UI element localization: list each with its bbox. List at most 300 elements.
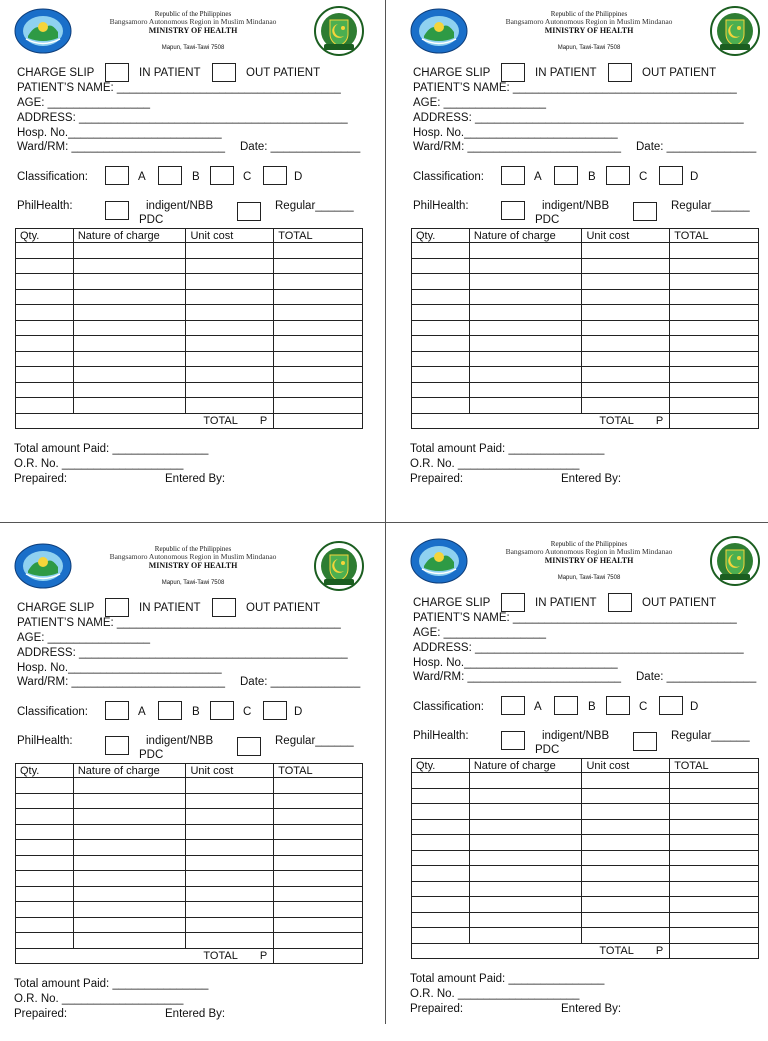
unit-cost-cell[interactable] xyxy=(582,788,670,804)
class-b-checkbox[interactable] xyxy=(158,166,182,185)
or-no-field[interactable]: O.R. No. ___________________ xyxy=(410,988,580,1000)
slip-header xyxy=(410,536,768,586)
out-patient-checkbox[interactable] xyxy=(212,63,236,82)
nature-cell[interactable] xyxy=(73,824,186,840)
header-text-block xyxy=(74,545,312,587)
qty-cell[interactable] xyxy=(412,382,470,398)
entered-by-label: Entered By: xyxy=(561,1003,622,1015)
qty-cell[interactable] xyxy=(412,835,470,851)
total-cell[interactable] xyxy=(274,793,363,809)
nature-cell[interactable] xyxy=(469,819,582,835)
unit-cost-cell[interactable] xyxy=(582,773,670,789)
regular-checkbox[interactable] xyxy=(633,732,657,751)
total-header: TOTAL xyxy=(670,759,759,773)
total-cell[interactable] xyxy=(670,320,759,336)
total-cell[interactable] xyxy=(670,351,759,367)
nature-cell[interactable] xyxy=(73,809,186,825)
ministry-line: MINISTRY OF HEALTH xyxy=(544,26,634,35)
address-field[interactable]: ADDRESS: __________________________________________ xyxy=(17,112,348,124)
qty-cell[interactable] xyxy=(412,804,470,820)
nature-cell[interactable] xyxy=(73,933,186,949)
qty-cell[interactable] xyxy=(412,243,470,259)
nature-cell[interactable] xyxy=(469,866,582,882)
indigent-checkbox[interactable] xyxy=(105,201,129,220)
unit-cost-cell[interactable] xyxy=(582,835,670,851)
indigent-label: indigent/NBB xyxy=(146,735,214,747)
total-cell[interactable] xyxy=(274,336,363,352)
table-row xyxy=(16,382,363,398)
indigent-checkbox[interactable] xyxy=(501,201,525,220)
total-cell[interactable] xyxy=(670,928,759,944)
class-a-checkbox[interactable] xyxy=(501,696,525,715)
qty-cell[interactable] xyxy=(16,824,74,840)
class-c-checkbox[interactable] xyxy=(606,696,630,715)
class-d-checkbox[interactable] xyxy=(659,696,683,715)
regular-checkbox[interactable] xyxy=(237,202,261,221)
date-field[interactable]: Date: ______________ xyxy=(240,676,361,688)
grand-total-cell[interactable] xyxy=(670,413,759,429)
entered-by-label: Entered By: xyxy=(165,1008,226,1020)
total-cell[interactable] xyxy=(274,367,363,383)
or-no-field[interactable]: O.R. No. ___________________ xyxy=(14,458,184,470)
nature-cell[interactable] xyxy=(469,274,582,290)
location-line: Mapun, Tawi-Tawi 7508 xyxy=(161,45,225,51)
qty-header: Qty. xyxy=(412,229,470,243)
qty-cell[interactable] xyxy=(412,398,470,414)
total-cell[interactable] xyxy=(670,866,759,882)
class-b-checkbox[interactable] xyxy=(554,696,578,715)
in-patient-checkbox[interactable] xyxy=(105,63,129,82)
unit-cost-cell[interactable] xyxy=(582,897,670,913)
unit-cost-header: Unit cost xyxy=(186,764,274,778)
nature-cell[interactable] xyxy=(73,258,186,274)
charge-table xyxy=(15,228,363,429)
age-field[interactable]: AGE: ________________ xyxy=(17,97,151,109)
charge-slip-label: CHARGE SLIP xyxy=(413,67,491,79)
unit-cost-cell[interactable] xyxy=(582,367,670,383)
qty-cell[interactable] xyxy=(412,351,470,367)
qty-cell[interactable] xyxy=(412,912,470,928)
unit-cost-cell[interactable] xyxy=(186,824,274,840)
class-c-checkbox[interactable] xyxy=(210,701,234,720)
total-cell[interactable] xyxy=(274,917,363,933)
region-line: Bangsamoro Autonomous Region in Muslim Mindanao xyxy=(109,17,277,26)
ward-field[interactable]: Ward/RM: ________________________ xyxy=(413,671,622,683)
qty-cell[interactable] xyxy=(16,243,74,259)
qty-cell[interactable] xyxy=(16,778,74,794)
charge-table xyxy=(411,758,759,959)
nature-cell[interactable] xyxy=(73,243,186,259)
total-cell[interactable] xyxy=(670,912,759,928)
nature-cell[interactable] xyxy=(469,258,582,274)
nature-cell[interactable] xyxy=(469,367,582,383)
total-cell[interactable] xyxy=(274,398,363,414)
table-row xyxy=(412,819,759,835)
table-row xyxy=(412,835,759,851)
qty-cell[interactable] xyxy=(412,367,470,383)
nature-cell[interactable] xyxy=(73,320,186,336)
qty-cell[interactable] xyxy=(412,866,470,882)
total-cell[interactable] xyxy=(670,382,759,398)
qty-cell[interactable] xyxy=(16,840,74,856)
unit-cost-cell[interactable] xyxy=(582,382,670,398)
table-row xyxy=(16,886,363,902)
total-cell[interactable] xyxy=(670,398,759,414)
table-row xyxy=(16,398,363,414)
qty-cell[interactable] xyxy=(412,305,470,321)
total-cell[interactable] xyxy=(274,382,363,398)
nature-cell[interactable] xyxy=(73,274,186,290)
qty-cell[interactable] xyxy=(16,274,74,290)
nature-cell[interactable] xyxy=(73,305,186,321)
hosp-no-field[interactable]: Hosp. No.________________________ xyxy=(413,657,618,669)
unit-cost-cell[interactable] xyxy=(186,382,274,398)
unit-cost-cell[interactable] xyxy=(186,793,274,809)
nature-cell[interactable] xyxy=(73,871,186,887)
total-paid-field[interactable]: Total amount Paid: _______________ xyxy=(14,443,209,455)
address-field[interactable]: ADDRESS: __________________________________________ xyxy=(413,112,744,124)
ministry-seal-icon xyxy=(314,541,364,591)
unit-cost-cell[interactable] xyxy=(582,351,670,367)
nature-cell[interactable] xyxy=(73,902,186,918)
location-line: Mapun, Tawi-Tawi 7508 xyxy=(557,575,621,581)
total-cell[interactable] xyxy=(670,336,759,352)
qty-cell[interactable] xyxy=(412,773,470,789)
location-line: Mapun, Tawi-Tawi 7508 xyxy=(557,45,621,51)
total-paid-field[interactable]: Total amount Paid: _______________ xyxy=(410,973,605,985)
unit-cost-cell[interactable] xyxy=(186,840,274,856)
slip-header xyxy=(14,6,382,56)
table-row xyxy=(412,258,759,274)
indigent-checkbox[interactable] xyxy=(501,731,525,750)
qty-cell[interactable] xyxy=(16,351,74,367)
table-row xyxy=(412,274,759,290)
out-patient-checkbox[interactable] xyxy=(212,598,236,617)
class-a-checkbox[interactable] xyxy=(105,701,129,720)
nature-cell[interactable] xyxy=(73,917,186,933)
total-cell[interactable] xyxy=(670,243,759,259)
grand-total-cell[interactable] xyxy=(274,948,363,964)
class-d-checkbox[interactable] xyxy=(263,166,287,185)
total-cell[interactable] xyxy=(274,809,363,825)
class-b-checkbox[interactable] xyxy=(554,166,578,185)
nature-cell[interactable] xyxy=(73,382,186,398)
total-cell[interactable] xyxy=(274,902,363,918)
qty-cell[interactable] xyxy=(16,367,74,383)
class-c-checkbox[interactable] xyxy=(210,166,234,185)
qty-cell[interactable] xyxy=(412,788,470,804)
qty-cell[interactable] xyxy=(412,881,470,897)
qty-cell[interactable] xyxy=(16,933,74,949)
qty-cell[interactable] xyxy=(16,917,74,933)
table-row xyxy=(412,382,759,398)
total-cell[interactable] xyxy=(274,243,363,259)
nature-cell[interactable] xyxy=(469,351,582,367)
table-row xyxy=(412,367,759,383)
in-patient-label: IN PATIENT xyxy=(535,67,597,79)
qty-cell[interactable] xyxy=(412,819,470,835)
nature-cell[interactable] xyxy=(73,398,186,414)
unit-cost-cell[interactable] xyxy=(582,336,670,352)
nature-cell[interactable] xyxy=(469,398,582,414)
republic-line: Republic of the Philippines xyxy=(550,540,628,548)
nature-cell[interactable] xyxy=(73,840,186,856)
unit-cost-cell[interactable] xyxy=(582,819,670,835)
qty-cell[interactable] xyxy=(16,871,74,887)
total-cell[interactable] xyxy=(274,871,363,887)
total-cell[interactable] xyxy=(274,258,363,274)
nature-cell[interactable] xyxy=(469,320,582,336)
hosp-no-field[interactable]: Hosp. No.________________________ xyxy=(413,127,618,139)
qty-cell[interactable] xyxy=(16,289,74,305)
date-field[interactable]: Date: ______________ xyxy=(240,141,361,153)
total-cell[interactable] xyxy=(670,897,759,913)
ward-field[interactable]: Ward/RM: ________________________ xyxy=(17,141,226,153)
nature-cell[interactable] xyxy=(73,367,186,383)
class-b-label: B xyxy=(192,706,200,718)
total-paid-field[interactable]: Total amount Paid: _______________ xyxy=(14,978,209,990)
class-a-checkbox[interactable] xyxy=(105,166,129,185)
total-cell[interactable] xyxy=(274,933,363,949)
total-cell[interactable] xyxy=(274,351,363,367)
or-no-field[interactable]: O.R. No. ___________________ xyxy=(14,993,184,1005)
total-cell[interactable] xyxy=(670,788,759,804)
total-cell[interactable] xyxy=(670,305,759,321)
unit-cost-cell[interactable] xyxy=(582,912,670,928)
grand-total-cell[interactable] xyxy=(670,943,759,959)
unit-cost-cell[interactable] xyxy=(582,850,670,866)
unit-cost-cell[interactable] xyxy=(186,367,274,383)
class-c-checkbox[interactable] xyxy=(606,166,630,185)
total-cell[interactable] xyxy=(670,773,759,789)
total-row xyxy=(412,943,759,959)
unit-cost-cell[interactable] xyxy=(186,320,274,336)
patient-name-field[interactable]: PATIENT’S NAME: ___________________________________ xyxy=(17,617,341,629)
unit-cost-cell[interactable] xyxy=(582,398,670,414)
class-d-checkbox[interactable] xyxy=(659,166,683,185)
unit-cost-cell[interactable] xyxy=(186,243,274,259)
qty-cell[interactable] xyxy=(412,928,470,944)
nature-cell[interactable] xyxy=(469,897,582,913)
class-d-checkbox[interactable] xyxy=(263,701,287,720)
total-cell[interactable] xyxy=(670,258,759,274)
class-b-checkbox[interactable] xyxy=(158,701,182,720)
nature-cell[interactable] xyxy=(469,788,582,804)
date-field[interactable]: Date: ______________ xyxy=(636,671,757,683)
nature-cell[interactable] xyxy=(469,804,582,820)
qty-cell[interactable] xyxy=(16,793,74,809)
nature-cell[interactable] xyxy=(469,773,582,789)
qty-cell[interactable] xyxy=(16,382,74,398)
patient-name-field[interactable]: PATIENT’S NAME: ___________________________________ xyxy=(413,82,737,94)
classification-label: Classification: xyxy=(413,701,484,713)
class-d-label: D xyxy=(294,171,303,183)
nature-header: Nature of charge xyxy=(73,764,186,778)
unit-cost-cell[interactable] xyxy=(186,336,274,352)
regular-checkbox[interactable] xyxy=(237,737,261,756)
unit-cost-cell[interactable] xyxy=(582,305,670,321)
age-field[interactable]: AGE: ________________ xyxy=(413,627,547,639)
unit-cost-cell[interactable] xyxy=(186,871,274,887)
in-patient-checkbox[interactable] xyxy=(501,593,525,612)
nature-cell[interactable] xyxy=(469,912,582,928)
in-patient-checkbox[interactable] xyxy=(105,598,129,617)
patient-name-field[interactable]: PATIENT’S NAME: ___________________________________ xyxy=(17,82,341,94)
qty-cell[interactable] xyxy=(16,305,74,321)
qty-cell[interactable] xyxy=(16,902,74,918)
unit-cost-cell[interactable] xyxy=(186,902,274,918)
total-cell[interactable] xyxy=(274,778,363,794)
qty-cell[interactable] xyxy=(412,258,470,274)
nature-cell[interactable] xyxy=(469,305,582,321)
unit-cost-cell[interactable] xyxy=(186,855,274,871)
qty-cell[interactable] xyxy=(412,850,470,866)
qty-cell[interactable] xyxy=(412,289,470,305)
in-patient-checkbox[interactable] xyxy=(501,63,525,82)
total-cell[interactable] xyxy=(670,835,759,851)
total-cell[interactable] xyxy=(670,881,759,897)
address-field[interactable]: ADDRESS: __________________________________________ xyxy=(413,642,744,654)
total-row xyxy=(16,413,363,429)
qty-cell[interactable] xyxy=(16,398,74,414)
nature-cell[interactable] xyxy=(469,928,582,944)
age-field[interactable]: AGE: ________________ xyxy=(17,632,151,644)
qty-cell[interactable] xyxy=(16,336,74,352)
unit-cost-cell[interactable] xyxy=(582,320,670,336)
unit-cost-cell[interactable] xyxy=(582,258,670,274)
total-cell[interactable] xyxy=(274,289,363,305)
unit-cost-cell[interactable] xyxy=(582,804,670,820)
class-a-label: A xyxy=(534,701,542,713)
class-a-checkbox[interactable] xyxy=(501,166,525,185)
regular-checkbox[interactable] xyxy=(633,202,657,221)
unit-cost-cell[interactable] xyxy=(582,881,670,897)
nature-cell[interactable] xyxy=(469,382,582,398)
qty-cell[interactable] xyxy=(412,336,470,352)
unit-cost-cell[interactable] xyxy=(186,305,274,321)
region-line: Bangsamoro Autonomous Region in Muslim Mindanao xyxy=(505,547,673,556)
nature-cell[interactable] xyxy=(73,351,186,367)
age-field[interactable]: AGE: ________________ xyxy=(413,97,547,109)
total-cell[interactable] xyxy=(274,855,363,871)
unit-cost-cell[interactable] xyxy=(186,289,274,305)
total-cell[interactable] xyxy=(670,804,759,820)
qty-cell[interactable] xyxy=(16,258,74,274)
qty-cell[interactable] xyxy=(16,809,74,825)
charge-slip-label: CHARGE SLIP xyxy=(413,597,491,609)
unit-cost-cell[interactable] xyxy=(186,351,274,367)
total-cell[interactable] xyxy=(670,819,759,835)
qty-cell[interactable] xyxy=(412,274,470,290)
total-cell[interactable] xyxy=(274,274,363,290)
nature-header: Nature of charge xyxy=(73,229,186,243)
nature-cell[interactable] xyxy=(469,850,582,866)
nature-cell[interactable] xyxy=(469,881,582,897)
nature-cell[interactable] xyxy=(73,793,186,809)
hosp-no-field[interactable]: Hosp. No.________________________ xyxy=(17,662,222,674)
qty-cell[interactable] xyxy=(16,320,74,336)
entered-by-label: Entered By: xyxy=(561,473,622,485)
total-cell[interactable] xyxy=(670,274,759,290)
nature-cell[interactable] xyxy=(469,835,582,851)
total-label-cell xyxy=(16,948,274,964)
table-row xyxy=(16,289,363,305)
qty-cell[interactable] xyxy=(16,855,74,871)
qty-cell[interactable] xyxy=(412,897,470,913)
table-row xyxy=(16,274,363,290)
table-row xyxy=(412,804,759,820)
unit-cost-cell[interactable] xyxy=(186,933,274,949)
table-row xyxy=(412,398,759,414)
ministry-line: MINISTRY OF HEALTH xyxy=(544,556,634,565)
out-patient-checkbox[interactable] xyxy=(608,63,632,82)
class-c-label: C xyxy=(243,706,252,718)
table-row xyxy=(412,928,759,944)
unit-cost-cell[interactable] xyxy=(582,289,670,305)
unit-cost-cell[interactable] xyxy=(582,274,670,290)
nature-cell[interactable] xyxy=(469,336,582,352)
out-patient-label: OUT PATIENT xyxy=(642,597,717,609)
table-row xyxy=(16,871,363,887)
date-field[interactable]: Date: ______________ xyxy=(636,141,757,153)
unit-cost-cell[interactable] xyxy=(186,258,274,274)
grand-total-cell[interactable] xyxy=(274,413,363,429)
indigent-checkbox[interactable] xyxy=(105,736,129,755)
unit-cost-cell[interactable] xyxy=(582,866,670,882)
nature-cell[interactable] xyxy=(73,289,186,305)
qty-cell[interactable] xyxy=(412,320,470,336)
nature-cell[interactable] xyxy=(469,289,582,305)
nature-cell[interactable] xyxy=(73,778,186,794)
nature-cell[interactable] xyxy=(73,336,186,352)
unit-cost-cell[interactable] xyxy=(186,274,274,290)
unit-cost-cell[interactable] xyxy=(186,778,274,794)
total-cell[interactable] xyxy=(274,840,363,856)
hosp-no-field[interactable]: Hosp. No.________________________ xyxy=(17,127,222,139)
unit-cost-header: Unit cost xyxy=(582,759,670,773)
class-a-label: A xyxy=(138,171,146,183)
patient-name-field[interactable]: PATIENT’S NAME: ___________________________________ xyxy=(413,612,737,624)
unit-cost-cell[interactable] xyxy=(186,886,274,902)
unit-cost-cell[interactable] xyxy=(582,928,670,944)
total-cell[interactable] xyxy=(274,824,363,840)
total-cell[interactable] xyxy=(670,289,759,305)
total-paid-field[interactable]: Total amount Paid: _______________ xyxy=(410,443,605,455)
total-cell[interactable] xyxy=(274,305,363,321)
charge-slip-label: CHARGE SLIP xyxy=(17,602,95,614)
nature-cell[interactable] xyxy=(73,886,186,902)
ward-field[interactable]: Ward/RM: ________________________ xyxy=(413,141,622,153)
total-cell[interactable] xyxy=(274,320,363,336)
unit-cost-cell[interactable] xyxy=(186,398,274,414)
out-patient-checkbox[interactable] xyxy=(608,593,632,612)
unit-cost-cell[interactable] xyxy=(186,809,274,825)
pdc-label: PDC xyxy=(139,214,164,226)
unit-cost-cell[interactable] xyxy=(186,917,274,933)
unit-cost-cell[interactable] xyxy=(582,243,670,259)
nature-cell[interactable] xyxy=(73,855,186,871)
regular-label: Regular______ xyxy=(275,200,354,212)
table-row xyxy=(16,778,363,794)
address-field[interactable]: ADDRESS: __________________________________________ xyxy=(17,647,348,659)
total-cell[interactable] xyxy=(670,850,759,866)
total-cell[interactable] xyxy=(670,367,759,383)
ward-field[interactable]: Ward/RM: ________________________ xyxy=(17,676,226,688)
or-no-field[interactable]: O.R. No. ___________________ xyxy=(410,458,580,470)
nature-cell[interactable] xyxy=(469,243,582,259)
total-cell[interactable] xyxy=(274,886,363,902)
qty-cell[interactable] xyxy=(16,886,74,902)
